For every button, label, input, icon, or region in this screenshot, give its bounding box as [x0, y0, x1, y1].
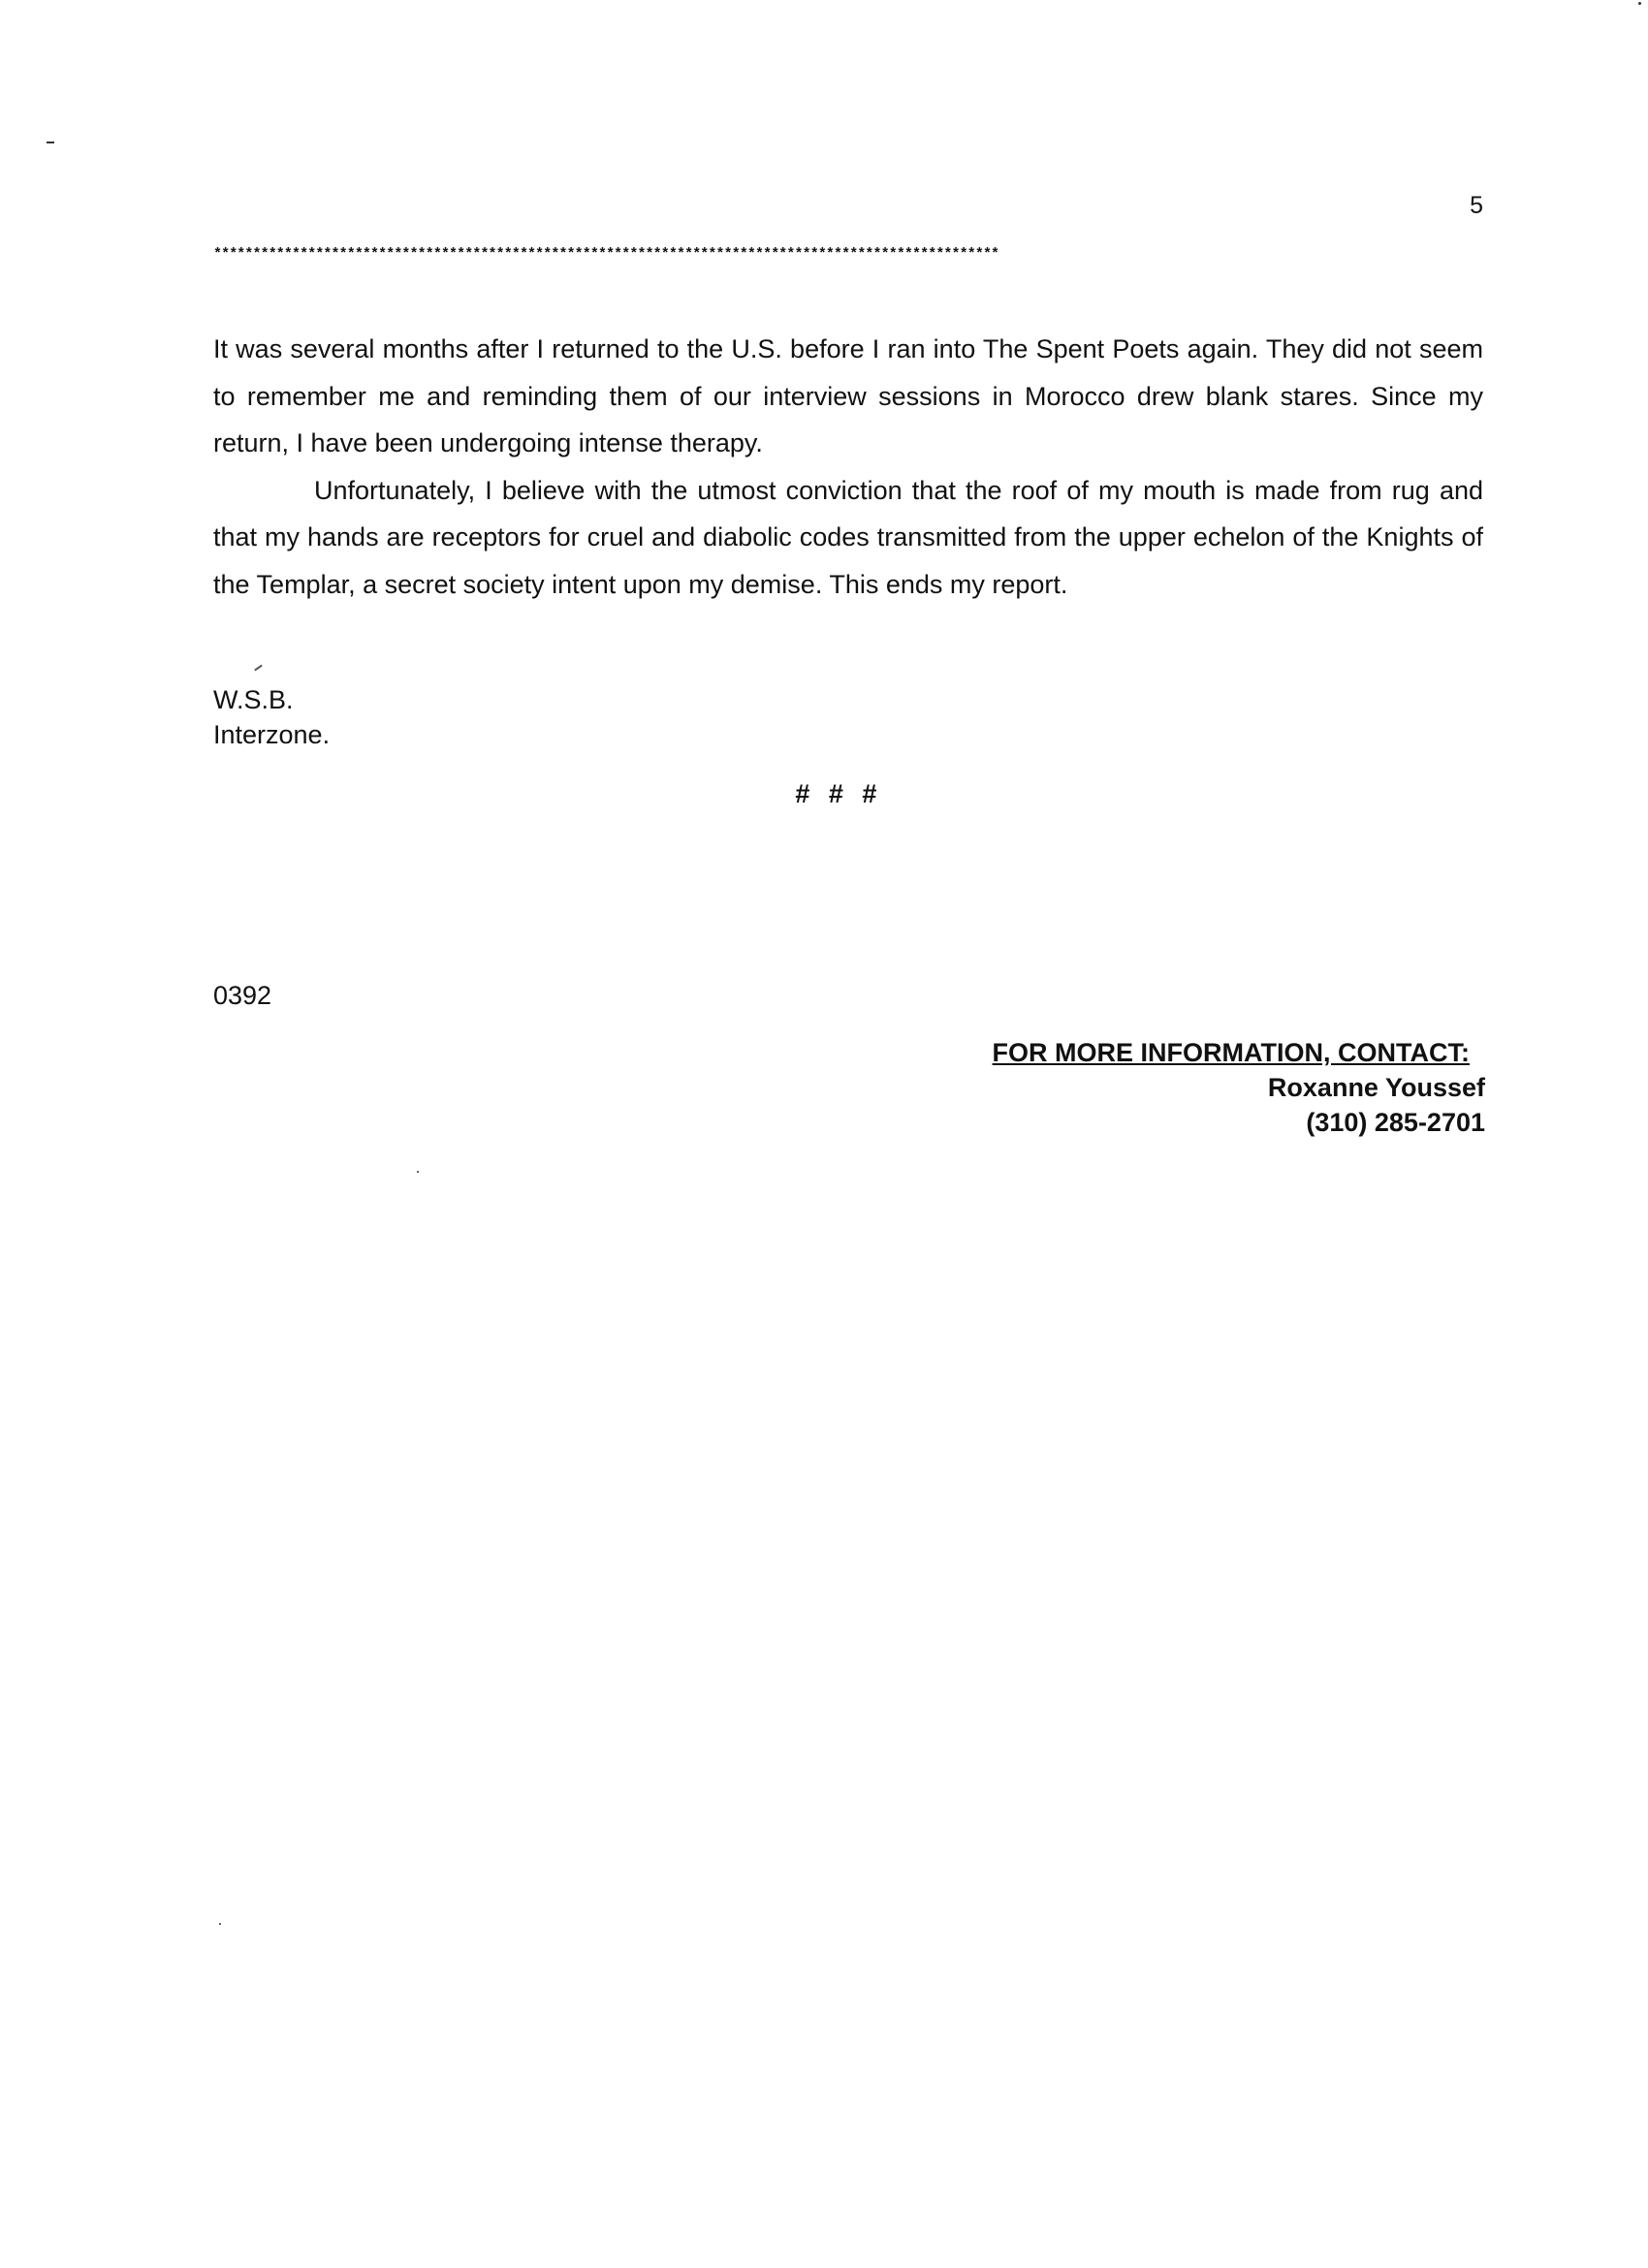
- contact-name: Roxanne Youssef: [1267, 1073, 1485, 1102]
- report-body: [213, 326, 1483, 608]
- contact-block: [931, 1035, 1485, 1140]
- pen-mark: [254, 665, 263, 672]
- body-paragraph-1: It was several months after I returned to the U.S. before I ran into The Spent Poets again. They did not seem to remember me and reminding them of our interview sessions in Morocco drew blank stares. Since my return, I have been undergoing intense therapy.: [213, 334, 1483, 457]
- contact-heading: FOR MORE INFORMATION, CONTACT:: [992, 1038, 1470, 1067]
- signature-block: [213, 682, 330, 752]
- scan-speck: [1638, 2, 1641, 5]
- contact-phone: (310) 285-2701: [1306, 1108, 1485, 1137]
- signature-place: Interzone.: [213, 720, 331, 749]
- body-paragraph-2: Unfortunately, I believe with the utmost conviction that the roof of my mouth is made from rug and that my hands are receptors for cruel and diabolic codes transmitted from the upper echelon of the Knights of the Templar, a secret society intent upon my demise. This ends my report.: [213, 475, 1483, 599]
- scan-speck: [47, 142, 54, 143]
- scan-speck: [417, 1171, 419, 1173]
- end-of-release-marks: # # #: [795, 779, 877, 808]
- page-number: 5: [1470, 192, 1483, 219]
- scan-speck: [219, 1923, 221, 1925]
- asterisk-separator: ****************************************************************************************************: [213, 246, 999, 263]
- document-code: 0392: [213, 981, 272, 1010]
- signature-initials: W.S.B.: [213, 685, 294, 714]
